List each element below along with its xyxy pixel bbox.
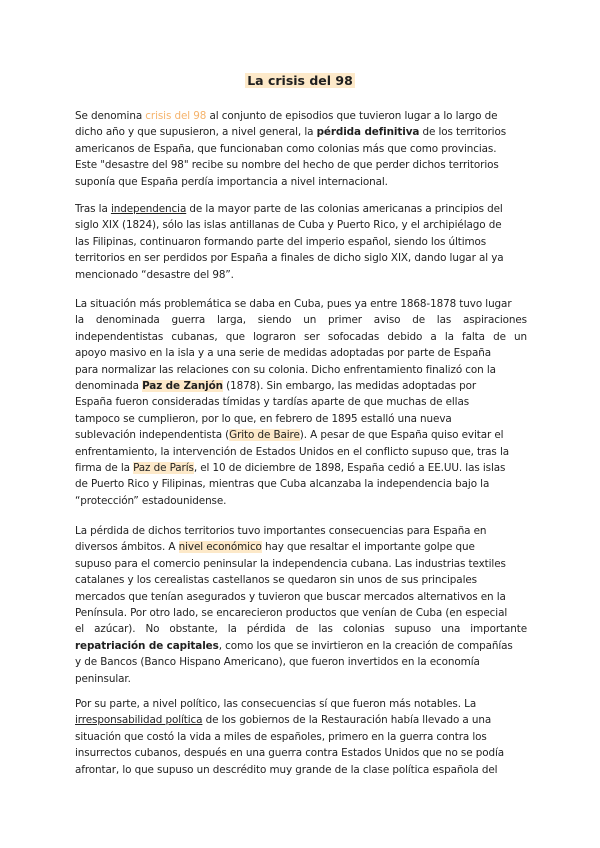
text-line: dicho año y que supusieron, a nivel general, la pérdida definitiva de los territorios: [75, 126, 507, 139]
highlight-term: crisis del 98: [145, 110, 207, 122]
text-line: territorios en ser perdidos por España a finales de dicho siglo XIX, dando lugar al ya: [75, 252, 504, 265]
text-line: las Filipinas, continuaron formando parte del imperio español, siendo los últimos: [75, 235, 487, 248]
text-line: mencionado “desastre del 98”.: [75, 268, 234, 281]
paragraph-economic: [75, 523, 527, 687]
text-line: de Puerto Rico y Filipinas, mientras que Cuba alcanzaba la independencia bajo la: [75, 478, 490, 491]
highlight-term: Paz de París: [133, 462, 194, 475]
text-line: Se denomina crisis del 98 al conjunto de episodios que tuvieron lugar a lo largo de: [75, 110, 498, 122]
text-line: irresponsabilidad política de los gobiernos de la Restauración había llevado a una: [75, 714, 492, 727]
text-line: para normalizar las relaciones con su colonia. Dicho enfrentamiento finalizó con la: [75, 363, 496, 376]
text-line: supuso para el comercio peninsular la independencia cubana. Las industrias textiles: [75, 557, 506, 570]
title-text: La crisis del 98: [247, 73, 353, 88]
bold-term: pérdida definitiva: [316, 126, 420, 139]
text-line: La situación más problemática se daba en Cuba, pues ya entre 1868-1878 tuvo lugar: [75, 298, 512, 310]
text-line: denominada Paz de Zanjón (1878). Sin embargo, las medidas adoptadas por: [75, 380, 477, 393]
text-line: y de Bancos (Banco Hispano Americano), que fueron invertidos en la economía: [75, 656, 480, 669]
underlined-term: irresponsabilidad política: [75, 714, 203, 727]
text-line: sublevación independentista (Grito de Baire). A pesar de que España quiso evitar el: [75, 429, 504, 442]
text-line: repatriación de capitales, como los que se invirtieron en la creación de compañías: [75, 639, 513, 652]
text-line: “protección” estadounidense.: [75, 494, 227, 507]
text-line: insurrectos cubanos, después en una guerra contra Estados Unidos que no se podía: [75, 747, 505, 760]
text-line: diversos ámbitos. A nivel económico hay que resaltar el importante golpe que: [75, 541, 475, 554]
document-title: [0, 72, 600, 90]
paragraph-cuba: [75, 296, 527, 509]
text-line: independentistas cubanas, que lograron ser sofocadas debido a la falta de un: [75, 330, 527, 343]
highlight-term: Grito de Baire: [229, 429, 300, 442]
paragraph-independence: [75, 201, 527, 283]
text-line: siglo XIX (1824), sólo las islas antillanas de Cuba y Puerto Rico, y el archipiélago de: [75, 219, 502, 232]
text-line: Península. Por otro lado, se encarecieron productos que venían de Cuba (en especial: [75, 607, 508, 620]
text-line: afrontar, lo que supuso un descrédito muy grande de la clase política española del: [75, 763, 498, 776]
text-line: la denominada guerra larga, siendo un primer aviso de las aspiraciones: [75, 314, 527, 327]
text-line: Este "desastre del 98" recibe su nombre del hecho de que perder dichos territorios: [75, 159, 499, 172]
text-line: situación que costó la vida a miles de españoles, primero en la guerra contra los: [75, 730, 487, 743]
text-line: enfrentamiento, la intervención de Estados Unidos en el conflicto supuso que, tras la: [75, 445, 510, 458]
text-line: tampoco se cumplieron, por lo que, en febrero de 1895 estalló una nueva: [75, 412, 452, 425]
text-line: catalanes y los cerealistas castellanos se quedaron sin unos de sus principales: [75, 574, 477, 587]
text-line: Por su parte, a nivel político, las consecuencias sí que fueron más notables. La: [75, 698, 477, 710]
text-line: mercados que tenían asegurados y tuvieron que buscar mercados alternativos en la: [75, 590, 506, 603]
highlight-term: Paz de Zanjón: [142, 380, 223, 393]
paragraph-political: [75, 696, 527, 778]
text-line: suponía que España perdía importancia a nivel internacional.: [75, 175, 388, 188]
underlined-term: independencia: [110, 203, 187, 215]
bold-term: repatriación de capitales: [75, 639, 219, 652]
paragraph-intro: [75, 108, 527, 190]
text-line: firma de la Paz de París, el 10 de diciembre de 1898, España cedió a EE.UU. las islas: [75, 462, 506, 475]
text-line: americanos de España, que funcionaban como colonias más que como provincias.: [75, 142, 497, 155]
text-line: Tras la independencia de la mayor parte de las colonias americanas a principios del: [75, 203, 503, 215]
text-line: el azúcar). No obstante, la pérdida de las colonias supuso una importante: [75, 623, 527, 636]
text-line: peninsular.: [75, 672, 131, 685]
text-line: apoyo masivo en la isla y a una serie de medidas adoptadas por parte de España: [75, 347, 491, 360]
text-line: España fueron consideradas tímidas y tardías aparte de que muchas de ellas: [75, 396, 470, 409]
text-line: La pérdida de dichos territorios tuvo importantes consecuencias para España en: [75, 525, 487, 537]
highlight-term: nivel económico: [178, 541, 262, 554]
